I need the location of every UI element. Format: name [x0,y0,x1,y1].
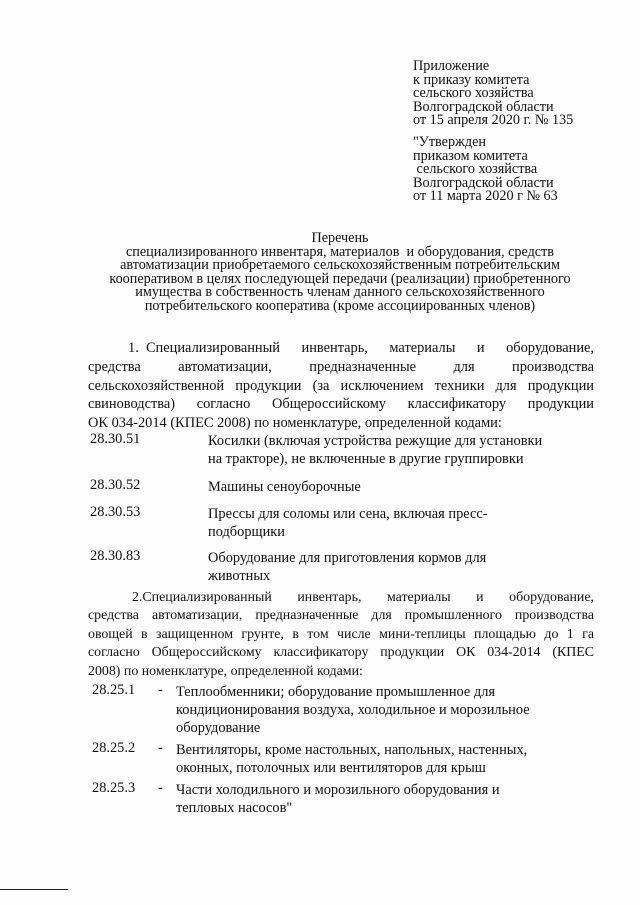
item-line: Вентиляторы, кроме настольных, напольных, настенных, [176,742,528,758]
list-item [0,779,640,819]
item-line: Прессы для соломы или сена, включая пресс- [208,506,488,522]
appendix-line: к приказу комитета [413,71,530,88]
item-description [208,549,486,585]
item-code: 28.30.51 [90,431,141,447]
item-description [208,478,361,496]
section2-intro-line: овощей в защищенном грунте, в том числе мини-теплицы площадью до 1 га [88,626,594,642]
list-item [0,430,640,470]
item-line: тепловых насосов" [176,800,293,816]
approved-line: Волгоградской области [413,174,554,191]
footer-rule [0,889,68,890]
item-line: Теплообменники; оборудование промышленное для [176,684,495,700]
approved-header [413,136,558,204]
title-line: имущества в собственность членам данного сельскохозяйственного [135,284,545,301]
item-code: 28.30.53 [90,504,141,520]
item-description [176,683,530,737]
item-description [176,741,527,777]
item-line: Части холодильного и морозильного оборудования и [176,782,500,798]
item-line: животных [208,568,271,584]
title-line: кооперативом в целях последующей передачи (реализации) приобретенного [109,270,571,287]
approved-line: от 11 марта 2020 г № 63 [413,188,558,205]
item-line: оконных, потолочных или вентиляторов для крыш [176,760,486,776]
item-line: кондиционирования воздуха, холодильное и морозильное [176,702,530,718]
item-description [176,781,500,817]
item-line: Машины сеноуборочные [208,479,361,495]
item-code: 28.25.2 [92,740,136,756]
list-item [0,739,640,779]
appendix-line: Приложение [413,58,490,74]
title-line: потребительского кооператива (кроме ассоциированных членов) [144,297,536,314]
section1-intro-line: 1. Специализированный инвентарь, материалы и оборудование, [128,340,594,356]
list-item [0,503,640,543]
section2-intro-line: средства автоматизации, предназначенные для промышленного производства [88,608,594,624]
item-line: на тракторе), не включенные в другие группировки [208,451,524,467]
appendix-header [413,60,573,128]
section2-intro [88,589,594,681]
section1-intro [88,339,594,433]
item-dash: - [158,780,163,796]
document-title [80,232,600,314]
section2-intro-line: 2008) по номенклатуре, определенной кодами: [88,663,363,679]
section2-intro-line: согласно Общероссийскому классификатору продукции ОК 034-2014 (КПЕС [88,645,594,661]
list-item [0,476,640,496]
approved-line: "Утвержден [413,134,486,150]
section1-intro-line: сельскохозяйственной продукции (за исключением техники для продукции [88,377,594,394]
item-code: 28.30.52 [90,477,141,493]
approved-line: приказом комитета [413,147,528,164]
item-line: Оборудование для приготовления кормов для [208,550,487,566]
item-description [208,505,488,541]
item-code: 28.30.83 [90,548,141,564]
item-line: подборщики [208,524,285,540]
item-dash: - [158,740,163,756]
item-line: Косилки (включая устройства режущие для установки [208,433,543,449]
section2-intro-line: 2.Специализированный инвентарь, материалы и оборудование, [132,590,594,605]
section1-intro-line: средства автоматизации, предназначенные для производства [88,358,594,375]
item-description [208,432,542,468]
title-line: автоматизации приобретаемого сельскохозяйственным потребительским [120,257,560,274]
section1-intro-line: ОК 034-2014 (КПЕС 2008) по номенклатуре, определенной кодами: [88,415,502,432]
item-code: 28.25.3 [92,780,136,796]
section1-intro-line: свиноводства) согласно Общероссийскому классификатору продукции [88,396,594,413]
list-item [0,547,640,587]
appendix-line: сельского хозяйства [413,85,534,102]
appendix-line: от 15 апреля 2020 г. № 135 [413,112,574,129]
approved-line: сельского хозяйства [413,161,538,178]
title-line: специализированного инвентаря, материалов и оборудования, средств [126,243,554,260]
list-item [0,681,640,739]
item-dash: - [158,682,163,698]
appendix-line: Волгоградской области [413,98,554,115]
item-line: оборудование [176,720,261,736]
title-heading: Перечень [311,230,369,246]
item-code: 28.25.1 [92,682,136,698]
